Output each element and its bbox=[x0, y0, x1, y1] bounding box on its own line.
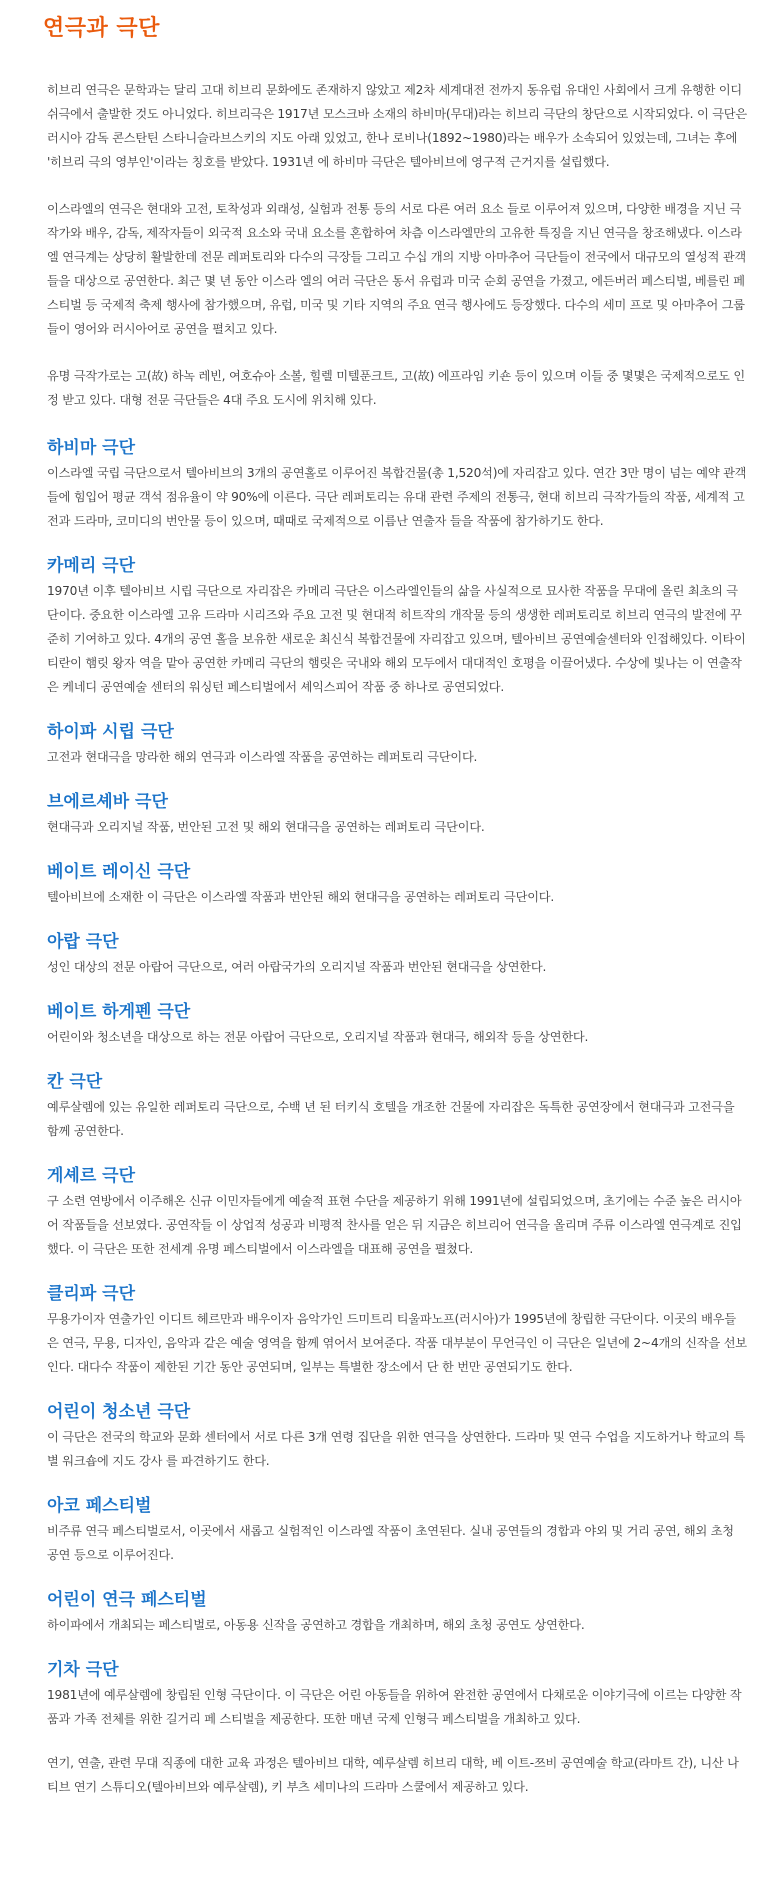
section-body: 어린이와 청소년을 대상으로 하는 전문 아랍어 극단으로, 오리지널 작품과 현대극, 해외작 등을 상연한다. bbox=[47, 1030, 589, 1044]
section-children-festival bbox=[47, 1587, 747, 1637]
section-body: 예루살렘에 있는 유일한 레퍼토리 극단으로, 수백 년 된 터키식 호텔을 개조한 건물에 자리잡은 독특한 공연장에서 현대극과 고전극을 함께 공연한다. bbox=[47, 1100, 735, 1138]
section-cameri bbox=[47, 553, 747, 699]
section-heading: 칸 극단 bbox=[47, 1072, 103, 1092]
section-body: 비주류 연극 페스티벌로서, 이곳에서 새롭고 실험적인 이스라엘 작품이 초연된다. 실내 공연들의 경합과 야외 및 거리 공연, 해외 초청 공연 등으로 이루어진다. bbox=[47, 1524, 734, 1562]
section-khan bbox=[47, 1069, 747, 1143]
section-heading: 베이트 레이신 극단 bbox=[47, 862, 191, 882]
section-acco-festival bbox=[47, 1493, 747, 1567]
section-gesher bbox=[47, 1163, 747, 1261]
section-heading: 하비마 극단 bbox=[47, 438, 136, 458]
section-body: 구 소련 연방에서 이주해온 신규 이민자들에게 예술적 표현 수단을 제공하기 위해 1991년에 설립되었으며, 초기에는 수준 높은 러시아어 작품들을 선보였다. 공연작들 이 상업적 성공과 비평적 찬사를 얻은 뒤 지금은 히브리어 연극을 올리며 주류 이스라엘 연극계로 진입했다. 이 극단은 또한 전세계 유명 페스티벌에서 이스라엘을 대표해 공연을 펼쳤다. bbox=[47, 1194, 742, 1256]
section-body: 현대극과 오리지널 작품, 번안된 고전 및 해외 현대극을 공연하는 레퍼토리 극단이다. bbox=[47, 820, 485, 834]
section-beit-lessin bbox=[47, 859, 747, 909]
section-heading: 게셰르 극단 bbox=[47, 1166, 136, 1186]
section-body: 이 극단은 전국의 학교와 문화 센터에서 서로 다른 3개 연령 집단을 위한 연극을 상연한다. 드라마 및 연극 수업을 지도하거나 학교의 특별 워크숍에 지도 강사 를 파견하기도 한다. bbox=[47, 1430, 746, 1468]
section-body: 하이파에서 개최되는 페스티벌로, 아동용 신작을 공연하고 경합을 개최하며, 해외 초청 공연도 상연한다. bbox=[47, 1618, 585, 1632]
section-heading: 기차 극단 bbox=[47, 1660, 119, 1680]
section-heading: 아랍 극단 bbox=[47, 932, 119, 952]
section-body: 1970년 이후 텔아비브 시립 극단으로 자리잡은 카메리 극단은 이스라엘인들의 삶을 사실적으로 묘사한 작품을 무대에 올린 최초의 극단이다. 중요한 이스라엘 고유 드라마 시리즈와 주요 고전 및 현대적 히트작의 개작물 등의 생생한 레퍼토리로 히브리 연극의 발전에 꾸준히 기여하고 있다. 4개의 공연 홀을 보유한 새로운 최신식 복합건물에 자리잡고 있으며, 텔아비브 공연예술센터와 인접해있다. 이타이 티란이 햄릿 왕자 역을 맡아 공연한 카메리 극단의 햄릿은 국내와 해외 모두에서 대대적인 호평을 이끌어냈다. 수상에 빛나는 이 연출작은 케네디 공연예술 센터의 워싱턴 페스티벌에서 셰익스피어 작품 중 하나로 공연되었다. bbox=[47, 584, 746, 694]
intro-paragraph: 유명 극작가로는 고(故) 하녹 레빈, 여호슈아 소볼, 힐렐 미텔푼크트, 고(故) 에프라임 키숀 등이 있으며 이들 중 몇몇은 국제적으로도 인정 받고 있다. 대형 전문 극단들은 4대 주요 도시에 위치해 있다. bbox=[47, 369, 746, 407]
outro bbox=[47, 1751, 747, 1799]
section-habima bbox=[47, 435, 747, 533]
section-body: 텔아비브에 소재한 이 극단은 이스라엘 작품과 번안된 해외 현대극을 공연하는 레퍼토리 극단이다. bbox=[47, 890, 555, 904]
intro bbox=[47, 78, 747, 412]
section-body: 1981년에 예루살렘에 창립된 인형 극단이다. 이 극단은 어린 아동들을 위하여 완전한 공연에서 다채로운 이야기극에 이르는 다양한 작품과 가족 전체를 위한 길거리 페 스티벌을 제공한다. 또한 매년 국제 인형극 페스티벌을 개최하고 있다. bbox=[47, 1688, 742, 1726]
section-arab bbox=[47, 929, 747, 979]
article-content bbox=[47, 78, 747, 1799]
outro-paragraph: 연기, 연출, 관련 무대 직종에 대한 교육 과정은 텔아비브 대학, 예루살렘 히브리 대학, 베 이트-쯔비 공연예술 학교(라마트 간), 니산 나티브 연기 스튜디오(텔아비브와 예루살렘), 키 부츠 세미나의 드라마 스쿨에서 제공하고 있다. bbox=[47, 1756, 739, 1794]
section-heading: 어린이 청소년 극단 bbox=[47, 1402, 191, 1422]
section-heading: 베이트 하게펜 극단 bbox=[47, 1002, 191, 1022]
section-clipa bbox=[47, 1281, 747, 1379]
section-beersheba bbox=[47, 789, 747, 839]
section-heading: 카메리 극단 bbox=[47, 556, 136, 576]
theatre-sections bbox=[47, 435, 747, 1731]
section-heading: 어린이 연극 페스티벌 bbox=[47, 1590, 207, 1610]
section-body: 고전과 현대극을 망라한 해외 연극과 이스라엘 작품을 공연하는 레퍼토리 극단이다. bbox=[47, 750, 478, 764]
section-heading: 아코 페스티벌 bbox=[47, 1496, 152, 1516]
page-title: 연극과 극단 bbox=[43, 16, 160, 41]
intro-paragraph: 히브리 연극은 문학과는 달리 고대 히브리 문화에도 존재하지 않았고 제2차 세계대전 전까지 동유럽 유대인 사회에서 크게 유행한 이디쉬극에서 출발한 것도 아니었다. 히브리극은 1917년 모스크바 소재의 하비마(무대)라는 히브리 극단의 창단으로 시작되었다. 이 극단은 러시아 감독 콘스탄틴 스타니슬라브스키의 지도 아래 있었고, 한나 로비나(1892~1980)라는 배우가 소속되어 있었는데, 그녀는 후에 '히브리 극의 영부인'이라는 칭호를 받았다. 1931년 에 하비마 극단은 텔아비브에 영구적 근거지를 설립했다. bbox=[47, 83, 747, 169]
section-youth-theatre bbox=[47, 1399, 747, 1473]
section-train bbox=[47, 1657, 747, 1731]
section-heading: 클리파 극단 bbox=[47, 1284, 136, 1304]
section-body: 성인 대상의 전문 아랍어 극단으로, 여러 아랍국가의 오리지널 작품과 번안된 현대극을 상연한다. bbox=[47, 960, 547, 974]
section-heading: 브에르셰바 극단 bbox=[47, 792, 168, 812]
section-body: 무용가이자 연출가인 이디트 헤르만과 배우이자 음악가인 드미트리 티울파노프(러시아)가 1995년에 창립한 극단이다. 이곳의 배우들은 연극, 무용, 디자인, 음악과 같은 예술 영역을 함께 엮어서 보여준다. 작품 대부분이 무언극인 이 극단은 일년에 2~4개의 신작을 선보인다. 대다수 작품이 제한된 기간 동안 공연되며, 일부는 특별한 장소에서 단 한 번만 공연되기도 한다. bbox=[47, 1312, 747, 1374]
section-body: 이스라엘 국립 극단으로서 텔아비브의 3개의 공연홀로 이루어진 복합건물(총 1,520석)에 자리잡고 있다. 연간 3만 명이 넘는 예약 관객들에 힘입어 평균 객석 점유율이 약 90%에 이른다. 극단 레퍼토리는 유대 관련 주제의 전통극, 현대 히브리 극작가들의 작품, 세계적 고전과 드라마, 코미디의 번안물 등이 있으며, 때때로 국제적으로 이름난 연출자 들을 작품에 참가하기도 한다. bbox=[47, 466, 747, 528]
section-haifa bbox=[47, 719, 747, 769]
intro-paragraph: 이스라엘의 연극은 현대와 고전, 토착성과 외래성, 실험과 전통 등의 서로 다른 여러 요소 들로 이루어져 있으며, 다양한 배경을 지닌 극작가와 배우, 감독, 제작자들이 외국적 요소와 국내 요소를 혼합하여 차츰 이스라엘만의 고유한 특징을 지닌 연극을 창조해냈다. 이스라엘 연극계는 상당히 활발한데 전문 레퍼토리와 다수의 극장들 그리고 수십 개의 지방 아마추어 극단들이 전국에서 대규모의 열성적 관객들을 대상으로 공연한다. 최근 몇 년 동안 이스라 엘의 여러 극단은 동서 유럽과 미국 순회 공연을 가졌고, 에든버러 페스티벌, 베를린 페스티벌 등 국제적 축제 행사에 참가했으며, 유럽, 미국 및 기타 지역의 주요 연극 행사에도 등장했다. 다수의 세미 프로 및 아마추어 그룹들이 영어와 러시아어로 공연을 펼치고 있다. bbox=[47, 202, 746, 336]
section-beit-hagefen bbox=[47, 999, 747, 1049]
section-heading: 하이파 시립 극단 bbox=[47, 722, 174, 742]
